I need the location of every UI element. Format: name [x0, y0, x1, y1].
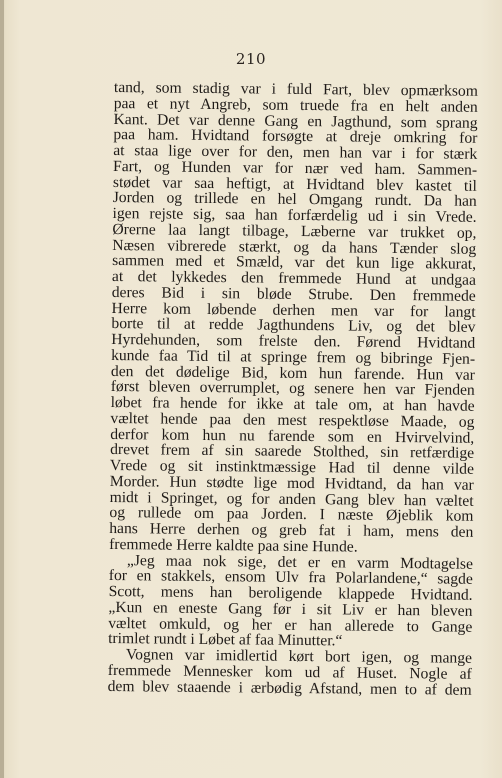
- page-number: 210: [235, 50, 267, 68]
- text-line: Hyrdehunden, som frelste den. Førend Hvidtand: [111, 330, 476, 352]
- text-line: Jorden og trillede en hel Omgang rundt. Da han: [112, 189, 477, 211]
- text-line: løbet fra hende for ikke at tale om, at han havde: [110, 393, 475, 415]
- text-line: trimlet rundt i Løbet af faa Minutter.“: [108, 630, 343, 650]
- text-line: kunde faa Tid til at springe frem og bibringe Fjen-: [111, 346, 476, 368]
- text-line: drevet frem af sin saarede Stolthed, sin retfærdige: [110, 441, 475, 463]
- text-line: fremmede Mennesker kom ud af Huset. Nogle af: [107, 661, 472, 683]
- text-line: igen rejste sig, saa han forfærdelig ud i sin Vrede.: [112, 204, 477, 226]
- text-line: væltet omkuld, og her er han allerede to Gange: [108, 614, 473, 636]
- text-line: derfor kom hun nu farende som en Hvirvelvind,: [110, 425, 475, 447]
- text-line: Kant. Det var denne Gang en Jagthund, som sprang: [113, 110, 478, 132]
- text-line: væltet hende paa den mest respektløse Maade, og: [110, 409, 475, 431]
- text-line: Scott, mens han beroligende klappede Hvidtand.: [108, 582, 473, 604]
- text-line: Herre kom løbende derhen men var for langt: [111, 299, 476, 321]
- text-line: tand, som stadig var i fuld Fart, blev opmærksom: [113, 79, 478, 100]
- text-line: hans Herre derhen og greb fat i ham, mens den: [109, 519, 474, 541]
- text-line: dem blev staaende i ærbødig Afstand, men to af dem: [107, 677, 472, 699]
- text-line: „Kun en eneste Gang før i sit Liv er han bleven: [108, 598, 473, 620]
- text-line: den det dødelige Bid, kom hun farende. Hun var: [110, 362, 476, 384]
- text-line: at staa lige over for den, men han var i for stærk: [113, 141, 478, 163]
- text-line: paa et nyt Angreb, som truede fra en helt anden: [113, 94, 478, 116]
- text-line: og rullede om paa Jorden. I næste Øjeblik kom: [109, 504, 474, 526]
- text-line: „Jeg maa nok sige, det er en varm Modtagelse: [126, 551, 474, 573]
- body-text: [108, 80, 478, 698]
- page-gutter: [0, 0, 4, 778]
- text-line: Ørerne laa langt tilbage, Læberne var trukket op,: [112, 220, 477, 242]
- text-line: Vognen var imidlertid kørt bort igen, og mange: [125, 646, 473, 667]
- text-line: deres Bid i sin bløde Strube. Den fremmede: [111, 283, 476, 305]
- text-line: fremmede Herre kaldte paa sine Hunde.: [109, 535, 358, 556]
- text-line: sammen med et Smæld, var det kun lige akkurat,: [112, 252, 477, 274]
- text-line: paa ham. Hvidtand forsøgte at dreje omkring for: [113, 126, 478, 148]
- text-line: for en stakkels, ensom Ulv fra Polarlandene,“ sagde: [108, 567, 473, 589]
- text-line: Morder. Hun stødte lige mod Hvidtand, da han var: [109, 472, 474, 494]
- text-line: Fart, og Hunden var for nær ved ham. Sammen-: [113, 157, 478, 179]
- text-line: Vrede og sit instinktmæssige Had til denne vilde: [109, 456, 475, 478]
- text-line: borte til at redde Jagthundens Liv, og det blev: [111, 315, 476, 337]
- text-line: Næsen vibrerede stærkt, og da hans Tænder slog: [112, 236, 477, 258]
- text-line: midt i Springet, og for anden Gang blev han væltet: [109, 488, 474, 510]
- text-line: at det lykkedes den fremmede Hund at undgaa: [111, 267, 477, 289]
- text-line: først bleven overrumplet, og senere hen var Fjenden: [110, 378, 475, 400]
- text-line: stødet var saa heftigt, at Hvidtand blev kastet til: [112, 173, 478, 195]
